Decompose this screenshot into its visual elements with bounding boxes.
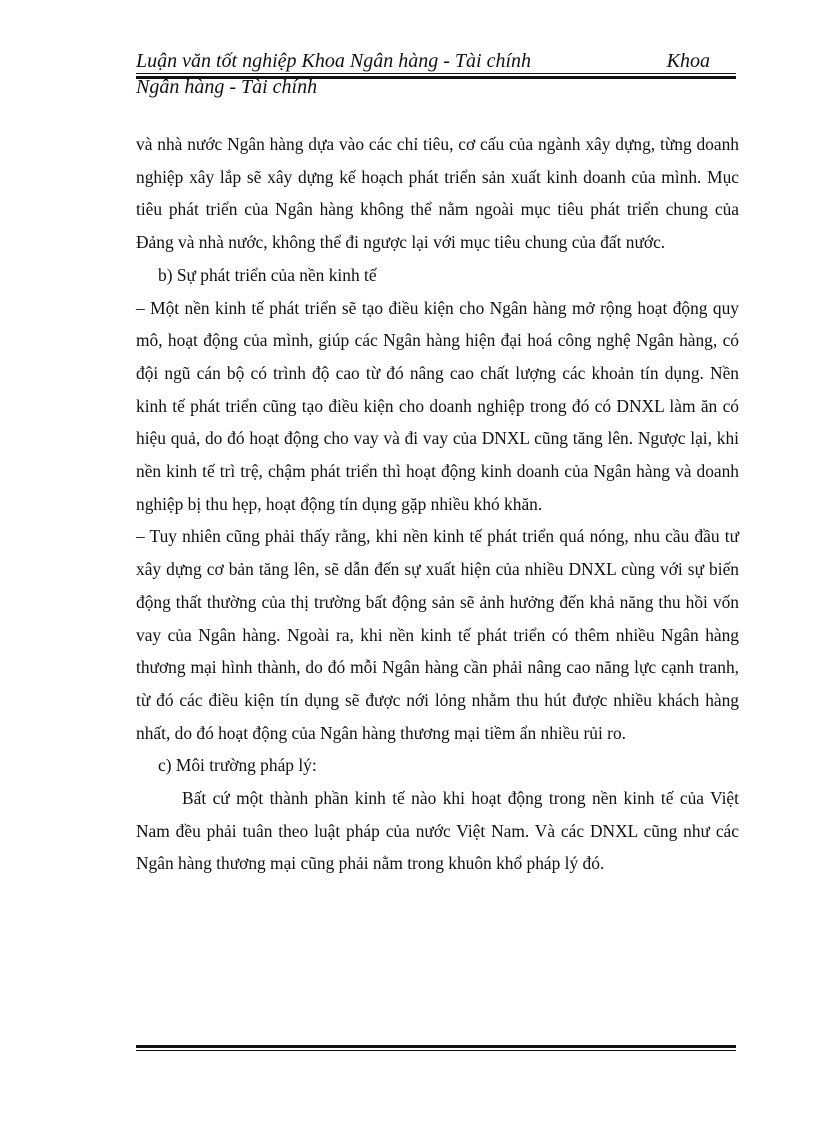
footer-rule-thin [136,1050,736,1051]
paragraph-legal: Bất cứ một thành phần kinh tế nào khi hoạt động trong nền kinh tế của Việt Nam đều phải tuân theo luật pháp của nước Việt Nam. Và các DNXL cũng như các Ngân hàng thương mại cũng phải nằm trong khuôn khổ pháp lý đó. [136,788,739,874]
bullet-paragraph-growth: – Một nền kinh tế phát triển sẽ tạo điều kiện cho Ngân hàng mở rộng hoạt động quy mô, hoạt động của mình, giúp các Ngân hàng hiện đại hoá công nghệ Ngân hàng, có đội ngũ cán bộ có trình độ cao từ đó nâng cao chất lượng các khoản tín dụng. Nền kinh tế phát triển cũng tạo điều kiện cho doanh nghiệp trong đó có DNXL làm ăn có hiệu quả, do đó hoạt động cho vay và đi vay của DNXL cũng tăng lên. Ngược lại, khi nền kinh tế trì trệ, chậm phát triển thì hoạt động kinh doanh của Ngân hàng và doanh nghiệp bị thu hẹp, hoạt động tín dụng gặp nhiều khó khăn. [136,297,739,514]
header-rule-thick [136,76,736,79]
page-header [136,46,736,96]
header-title: Luận văn tốt nghiệp Khoa Ngân hàng - Tài chính [136,50,531,72]
header-title-continued: Ngân hàng - Tài chính [136,76,318,98]
section-heading-c: c) Môi trường pháp lý: [158,755,317,776]
bullet-paragraph-overheating: – Tuy nhiên cũng phải thấy rằng, khi nền kinh tế phát triển quá nóng, nhu cầu đầu tư xây dựng cơ bản tăng lên, sẽ dẫn đến sự xuất hiện của nhiều DNXL cùng với sự biến động thất thường của thị trường bất động sản sẽ ảnh hưởng đến khả năng thu hồi vốn vay của Ngân hàng. Ngoài ra, khi nền kinh tế phát triển có thêm nhiều Ngân hàng thương mại hình thành, do đó mỗi Ngân hàng cần phải nâng cao năng lực cạnh tranh, từ đó các điều kiện tín dụng sẽ được nới lỏng nhằm thu hút được nhiều khách hàng nhất, do đó hoạt động của Ngân hàng thương mại tiềm ẩn nhiều rủi ro. [136,526,739,743]
header-department: Khoa [666,50,710,72]
paragraph-continuation: và nhà nước Ngân hàng dựa vào các chỉ tiêu, cơ cấu của ngành xây dựng, từng doanh nghiệp xây lắp sẽ xây dựng kế hoạch phát triển sản xuất kinh doanh của mình. Mục tiêu phát triển của Ngân hàng không thể nằm ngoài mục tiêu phát triển chung của Đảng và nhà nước, không thể đi ngược lại với mục tiêu chung của đất nước. [136,134,739,253]
footer-rule-thick [136,1045,736,1048]
header-rule-thin [136,73,736,74]
body-text [136,128,739,880]
section-heading-b: b) Sự phát triển của nền kinh tế [158,264,377,285]
